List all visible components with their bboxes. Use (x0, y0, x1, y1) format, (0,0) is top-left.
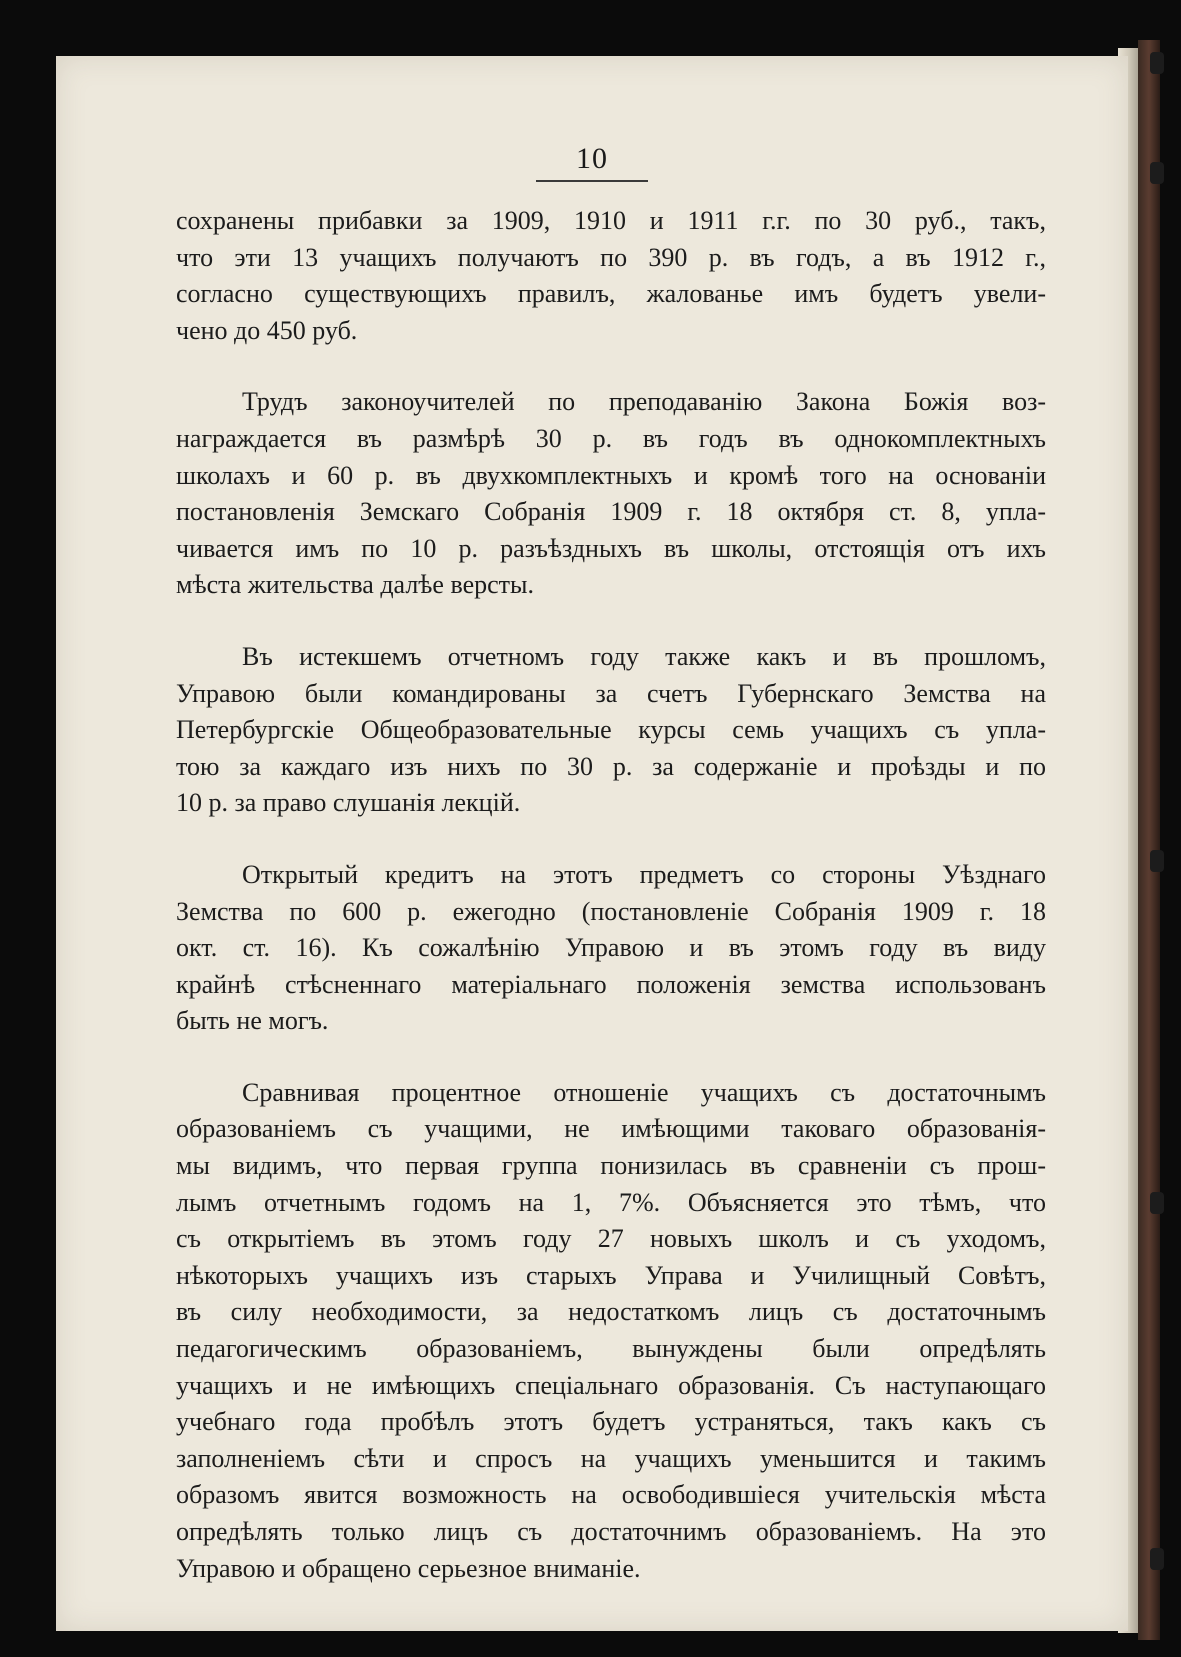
document-page (56, 56, 1128, 1631)
text-line: мѣста жительства далѣе версты. (176, 570, 534, 600)
text-line: согласно существующихъ правилъ, жалованье имъ будетъ увели- (176, 279, 1046, 309)
paragraph (176, 203, 1046, 349)
text-line: окт. ст. 16). Къ сожалѣнію Управою и въ этомъ году въ виду (176, 933, 1046, 963)
text-line: въ силу необходимости, за недостаткомъ лицъ съ достаточнымъ (176, 1297, 1046, 1327)
text-line: опредѣлять только лицъ съ достаточнимъ образованіемъ. На это (176, 1517, 1046, 1546)
text-line: награждается въ размѣрѣ 30 р. въ годъ въ однокомплектныхъ (176, 423, 1046, 453)
text-line: сохранены прибавки за 1909, 1910 и 1911 г.г. по 30 руб., такъ, (176, 206, 1046, 235)
text-line: педагогическимъ образованіемъ, вынуждены были опредѣлять (176, 1334, 1046, 1364)
paragraph (176, 1075, 1046, 1587)
page-header (56, 142, 1128, 182)
binding-clip (1150, 850, 1164, 872)
text-line: чено до 450 руб. (176, 315, 358, 345)
binding-clip (1150, 1192, 1164, 1214)
binding-clip (1150, 162, 1164, 184)
text-line: мы видимъ, что первая группа понизилась въ сравненіи съ прош- (176, 1151, 1046, 1181)
text-line: образомъ явится возможность на освободившіеся учительскія мѣста (176, 1480, 1046, 1510)
binding-clip (1150, 52, 1164, 74)
text-line: Сравнивая процентное отношеніе учащихъ съ достаточнымъ (242, 1077, 1046, 1107)
text-line: Въ истекшемъ отчетномъ году также какъ и въ прошломъ, (242, 641, 1046, 671)
paragraph (176, 857, 1046, 1040)
text-line: учебнаго года пробѣлъ этотъ будетъ устраняться, такъ какъ съ (176, 1407, 1046, 1437)
text-line: Петербургскіе Общеобразовательные курсы семь учащихъ съ упла- (176, 715, 1046, 745)
text-line: Управою и обращено серьезное вниманіе. (176, 1553, 641, 1583)
text-line: что эти 13 учащихъ получаютъ по 390 р. въ годъ, а въ 1912 г., (176, 242, 1046, 272)
text-line: Земства по 600 р. ежегодно (постановленіе Собранія 1909 г. 18 (176, 896, 1046, 926)
binding-clip (1150, 1548, 1164, 1570)
book-spine (1138, 40, 1160, 1640)
paragraph (176, 639, 1046, 822)
text-line: заполненіемъ сѣти и спросъ на учащихъ уменьшится и такимъ (176, 1443, 1046, 1473)
paragraph (176, 384, 1046, 604)
text-line: Трудъ законоучителей по преподаванію Закона Божія воз- (242, 387, 1046, 417)
text-line: съ открытіемъ въ этомъ году 27 новыхъ школъ и съ уходомъ, (176, 1224, 1046, 1254)
page-number: 10 (536, 142, 648, 182)
text-line: Открытый кредитъ на этотъ предметъ со стороны Уѣзднаго (242, 859, 1046, 889)
text-line: образованіемъ съ учащими, не имѣющими таковаго образованія- (176, 1114, 1046, 1144)
body-text (176, 203, 1046, 1622)
text-line: быть не могъ. (176, 1006, 329, 1036)
text-line: учащихъ и не имѣющихъ спеціальнаго образованія. Съ наступающаго (176, 1370, 1046, 1400)
text-line: нѣкоторыхъ учащихъ изъ старыхъ Управа и Училищный Совѣтъ, (176, 1260, 1046, 1290)
text-line: чивается имъ по 10 р. разъѣздныхъ въ школы, отстоящія отъ ихъ (176, 533, 1046, 563)
text-line: постановленія Земскаго Собранія 1909 г. 18 октября ст. 8, упла- (176, 497, 1046, 527)
text-line: 10 р. за право слушанія лекцій. (176, 788, 521, 818)
text-line: Управою были командированы за счетъ Губернскаго Земства на (176, 678, 1046, 708)
text-line: тою за каждаго изъ нихъ по 30 р. за содержаніе и проѣзды и по (176, 751, 1046, 781)
text-line: лымъ отчетнымъ годомъ на 1, 7%. Объясняется это тѣмъ, что (176, 1187, 1046, 1217)
text-line: школахъ и 60 р. въ двухкомплектныхъ и кромѣ того на основаніи (176, 460, 1046, 490)
text-line: крайнѣ стѣсненнаго матеріальнаго положенія земства использованъ (176, 969, 1046, 999)
